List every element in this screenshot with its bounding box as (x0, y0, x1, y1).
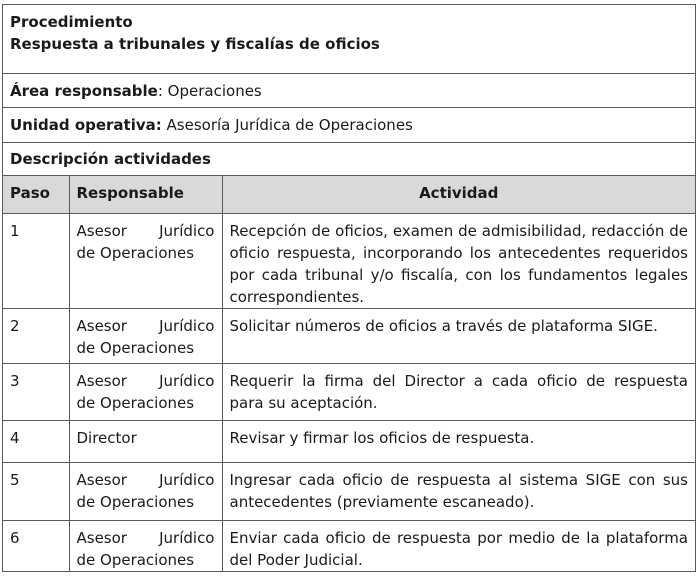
unidad-label: Unidad operativa: (10, 116, 162, 134)
responsable-word: de Operaciones (76, 492, 195, 511)
table-row (3, 213, 695, 308)
responsable-word: de Operaciones (76, 550, 195, 569)
responsable-word: de Operaciones (76, 243, 195, 262)
responsable-word: Jurídico (159, 316, 215, 335)
paso-cell: 4 (3, 420, 69, 462)
responsable-word: Jurídico (159, 371, 215, 390)
paso-cell: 5 (3, 462, 69, 520)
area-responsable-row (3, 74, 695, 108)
table-row (3, 363, 695, 420)
responsable-cell (69, 308, 222, 363)
responsable-word: Asesor (76, 221, 127, 240)
paso-cell: 6 (3, 520, 69, 571)
responsable-word: Jurídico (159, 221, 215, 240)
actividad-cell: Requerir la firma del Director a cada oficio de respuesta para su aceptación. (222, 363, 695, 420)
procedure-title: Respuesta a tribunales y fiscalías de oficios (10, 35, 380, 53)
area-value: : Operaciones (157, 82, 262, 100)
responsable-word: de Operaciones (76, 338, 195, 357)
header-responsable: Responsable (69, 176, 222, 213)
table-row (3, 308, 695, 363)
area-label: Área responsable (10, 82, 158, 100)
actividad-cell: Enviar cada oficio de respuesta por medio de la plataforma del Poder Judicial. (229, 528, 688, 569)
descripcion-label: Descripción actividades (10, 150, 211, 168)
responsable-word: Asesor (76, 470, 127, 489)
responsable-word: Jurídico (159, 470, 215, 489)
responsable-cell (69, 213, 222, 308)
procedure-header (3, 5, 695, 74)
descripcion-row (3, 143, 695, 176)
responsable-cell: Director (69, 420, 222, 462)
unidad-value: Asesoría Jurídica de Operaciones (161, 116, 413, 134)
responsable-cell (69, 363, 222, 420)
responsable-word: Asesor (76, 528, 127, 547)
header-paso: Paso (3, 176, 69, 213)
paso-cell: 1 (3, 213, 69, 308)
table-row (3, 520, 695, 571)
table-row (3, 462, 695, 520)
actividad-cell: Solicitar números de oficios a través de plataforma SIGE. (222, 308, 695, 363)
responsable-cell (69, 462, 222, 520)
actividad-cell: Ingresar cada oficio de respuesta al sistema SIGE con sus antecedentes (previamente escaneado). (222, 462, 695, 520)
actividad-cell: Revisar y firmar los oficios de respuesta. (222, 420, 695, 462)
procedure-document (2, 4, 696, 572)
table-header-row (3, 176, 695, 213)
table-row (3, 420, 695, 462)
activities-table (3, 176, 695, 571)
unidad-operativa-row (3, 108, 695, 143)
paso-cell: 3 (3, 363, 69, 420)
responsable-word: Asesor (76, 316, 127, 335)
responsable-word: Asesor (76, 371, 127, 390)
responsable-cell (69, 520, 222, 571)
actividad-cell: Recepción de oficios, examen de admisibilidad, redacción de oficio respuesta, incorporando los antecedentes requeridos por cada tribunal y/o fiscalía, con los fundamentos legales correspondientes. (222, 213, 695, 308)
responsable-word: Jurídico (159, 528, 215, 547)
paso-cell: 2 (3, 308, 69, 363)
header-actividad: Actividad (222, 176, 695, 213)
responsable-word: de Operaciones (76, 393, 195, 412)
procedure-label: Procedimiento (10, 13, 133, 31)
